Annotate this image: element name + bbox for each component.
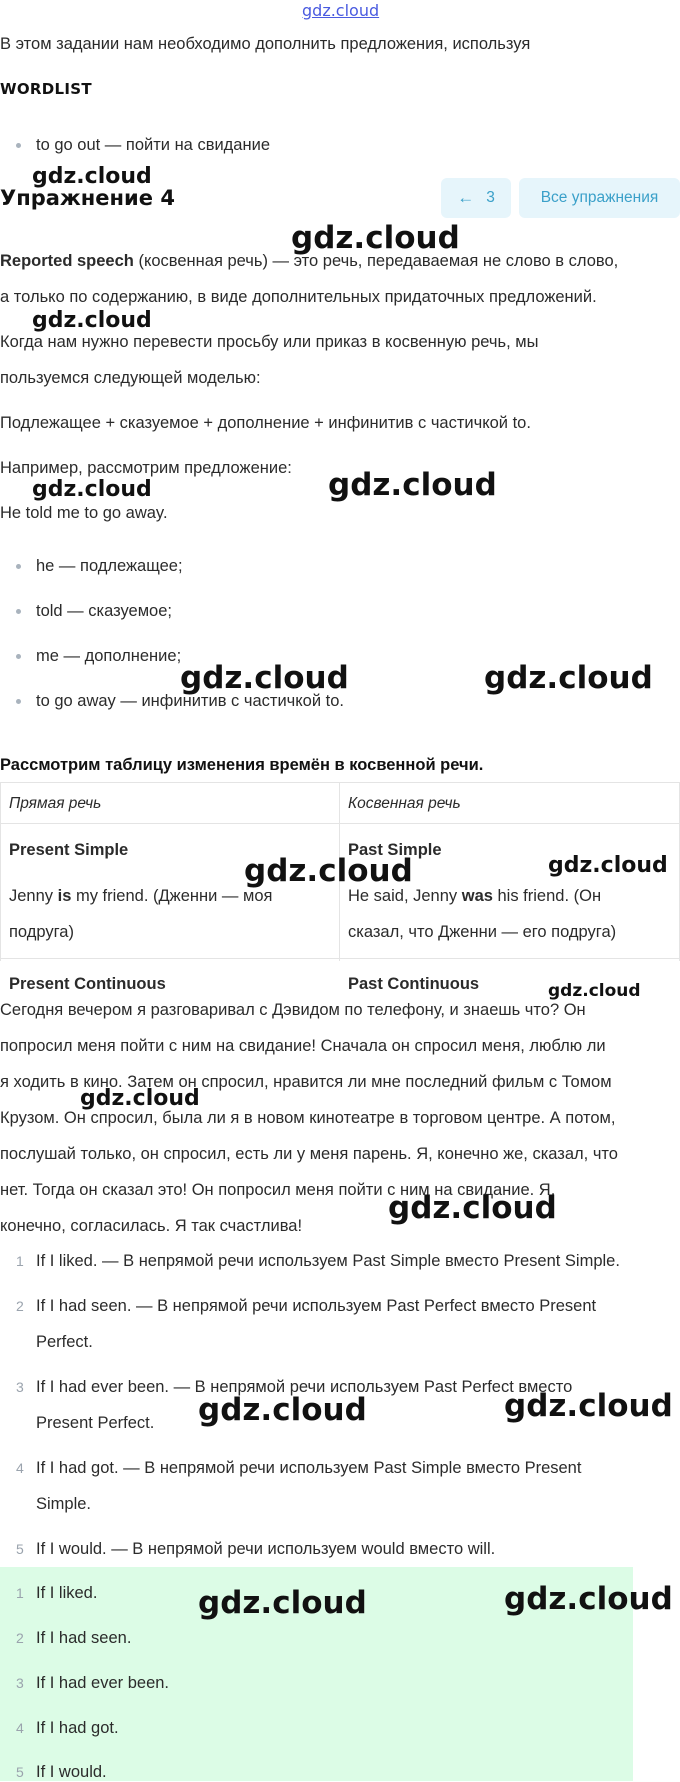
arrow-left-icon: ← [457, 188, 475, 207]
wordlist-title: WORDLIST [0, 80, 92, 98]
theory-p1-rest: (косвенная речь) — это речь, передаваемая не слово в слово, [133, 252, 619, 270]
table-header-reported: Косвенная речь [348, 795, 461, 812]
watermark: gdz.cloud [80, 1086, 200, 1111]
all-exercises-button[interactable] [519, 178, 680, 218]
sentence-part: he — подлежащее; [36, 557, 183, 575]
tense-past-simple: Past Simple [348, 841, 442, 859]
list-number: 1 [16, 1585, 24, 1601]
watermark: gdz.cloud [32, 164, 152, 189]
list-number: 3 [16, 1675, 24, 1691]
story-line: послушай только, он спросил, есть ли у меня парень. Я, конечно же, сказал, что [0, 1145, 618, 1163]
watermark: gdz.cloud [548, 853, 668, 878]
answer-item: If I had seen. [36, 1629, 132, 1647]
explanation-item-line-2: Present Perfect. [36, 1414, 155, 1432]
term-reported-speech: Reported speech [0, 252, 134, 270]
watermark: gdz.cloud [291, 220, 460, 256]
watermark: gdz.cloud [198, 1585, 367, 1621]
direct-example-line-2: подруга) [9, 923, 74, 941]
list-number: 2 [16, 1630, 24, 1646]
bullet-icon [16, 564, 21, 569]
site-link[interactable]: gdz.cloud [302, 1, 380, 20]
list-number: 4 [16, 1720, 24, 1736]
story-line: попросил меня пойти с ним на свидание! Сначала он спросил меня, люблю ли [0, 1037, 606, 1055]
answer-item: If I liked. [36, 1584, 98, 1602]
watermark: gdz.cloud [244, 853, 413, 889]
theory-paragraph-2: Когда нам нужно перевести просьбу или приказ в косвенную речь, мы [0, 333, 539, 351]
watermark: gdz.cloud [32, 308, 152, 333]
reported-example-line-2: сказал, что Дженни — его подруга) [348, 923, 617, 941]
list-number: 4 [16, 1460, 24, 1476]
table-title: Рассмотрим таблицу изменения времён в косвенной речи. [0, 756, 484, 774]
watermark: gdz.cloud [328, 467, 497, 503]
watermark: gdz.cloud [504, 1581, 673, 1617]
bullet-icon [16, 143, 21, 148]
explanation-item-line-2: Perfect. [36, 1333, 93, 1351]
bullet-icon [16, 699, 21, 704]
list-number: 1 [16, 1253, 24, 1269]
list-number: 2 [16, 1298, 24, 1314]
explanation-item: If I had ever been. — В непрямой речи используем Past Perfect вместо [36, 1378, 573, 1396]
table-header-direct: Прямая речь [9, 795, 102, 812]
example-sentence: He told me to go away. [0, 504, 168, 522]
list-number: 5 [16, 1541, 24, 1557]
explanation-item: If I would. — В непрямой речи используем would вместо will. [36, 1540, 496, 1558]
sentence-part: me — дополнение; [36, 647, 182, 665]
watermark: gdz.cloud [198, 1392, 367, 1428]
watermark: gdz.cloud [180, 660, 349, 696]
answer-item: If I would. [36, 1763, 107, 1781]
answer-item: If I had ever been. [36, 1674, 170, 1692]
example-intro: Например, рассмотрим предложение: [0, 459, 292, 477]
bullet-icon [16, 609, 21, 614]
explanation-item-line-2: Simple. [36, 1495, 92, 1513]
intro-text: В этом задании нам необходимо дополнить предложения, используя [0, 35, 531, 53]
prev-exercise-number: 3 [486, 189, 495, 206]
answer-item: If I had got. [36, 1719, 119, 1737]
theory-paragraph-1-line-2: а только по содержанию, в виде дополнительных придаточных предложений. [0, 288, 597, 306]
tense-present-continuous-label: Present Continuous [9, 975, 166, 993]
explanation-item: If I liked. — В непрямой речи используем Past Simple вместо Present Simple. [36, 1252, 620, 1270]
bullet-icon [16, 654, 21, 659]
watermark: gdz.cloud [548, 981, 641, 1001]
tense-past-continuous-label: Past Continuous [348, 975, 480, 993]
theory-paragraph-2-line-2: пользуемся следующей моделью: [0, 369, 261, 387]
tense-present-simple: Present Simple [9, 841, 129, 859]
sentence-part: to go away — инфинитив с частичкой to. [36, 692, 344, 710]
reported-example: He said, Jenny was his friend. (Он [348, 887, 602, 905]
explanation-item: If I had got. — В непрямой речи используем Past Simple вместо Present [36, 1459, 582, 1477]
story-line: я ходить в кино. Затем он спросил, нравится ли мне последний фильм с Томом [0, 1073, 612, 1091]
all-exercises-label: Все упражнения [540, 189, 659, 206]
formula-text: Подлежащее + сказуемое + дополнение + инфинитив с частичкой to. [0, 414, 531, 432]
story-line: конечно, согласилась. Я так счастлива! [0, 1217, 303, 1235]
prev-exercise-button[interactable] [441, 178, 511, 218]
watermark: gdz.cloud [388, 1190, 557, 1226]
watermark: gdz.cloud [484, 660, 653, 696]
explanation-item: If I had seen. — В непрямой речи используем Past Perfect вместо Present [36, 1297, 597, 1315]
direct-example: Jenny is my friend. (Дженни — моя [9, 887, 273, 905]
story-line: нет. Тогда он сказал это! Он попросил меня пойти с ним на свидание. Я, [0, 1181, 556, 1199]
sentence-part: told — сказуемое; [36, 602, 172, 620]
list-number: 3 [16, 1379, 24, 1395]
story-line: Крузом. Он спросил, была ли я в новом кинотеатре в торговом центре. А потом, [0, 1109, 616, 1127]
exercise-title: Упражнение 4 [0, 186, 175, 210]
watermark: gdz.cloud [504, 1388, 673, 1424]
story-line: Сегодня вечером я разговаривал с Дэвидом по телефону, и знаешь что? Он [0, 1001, 586, 1019]
wordlist-item: to go out — пойти на свидание [36, 136, 270, 154]
watermark: gdz.cloud [32, 477, 152, 502]
list-number: 5 [16, 1764, 24, 1780]
